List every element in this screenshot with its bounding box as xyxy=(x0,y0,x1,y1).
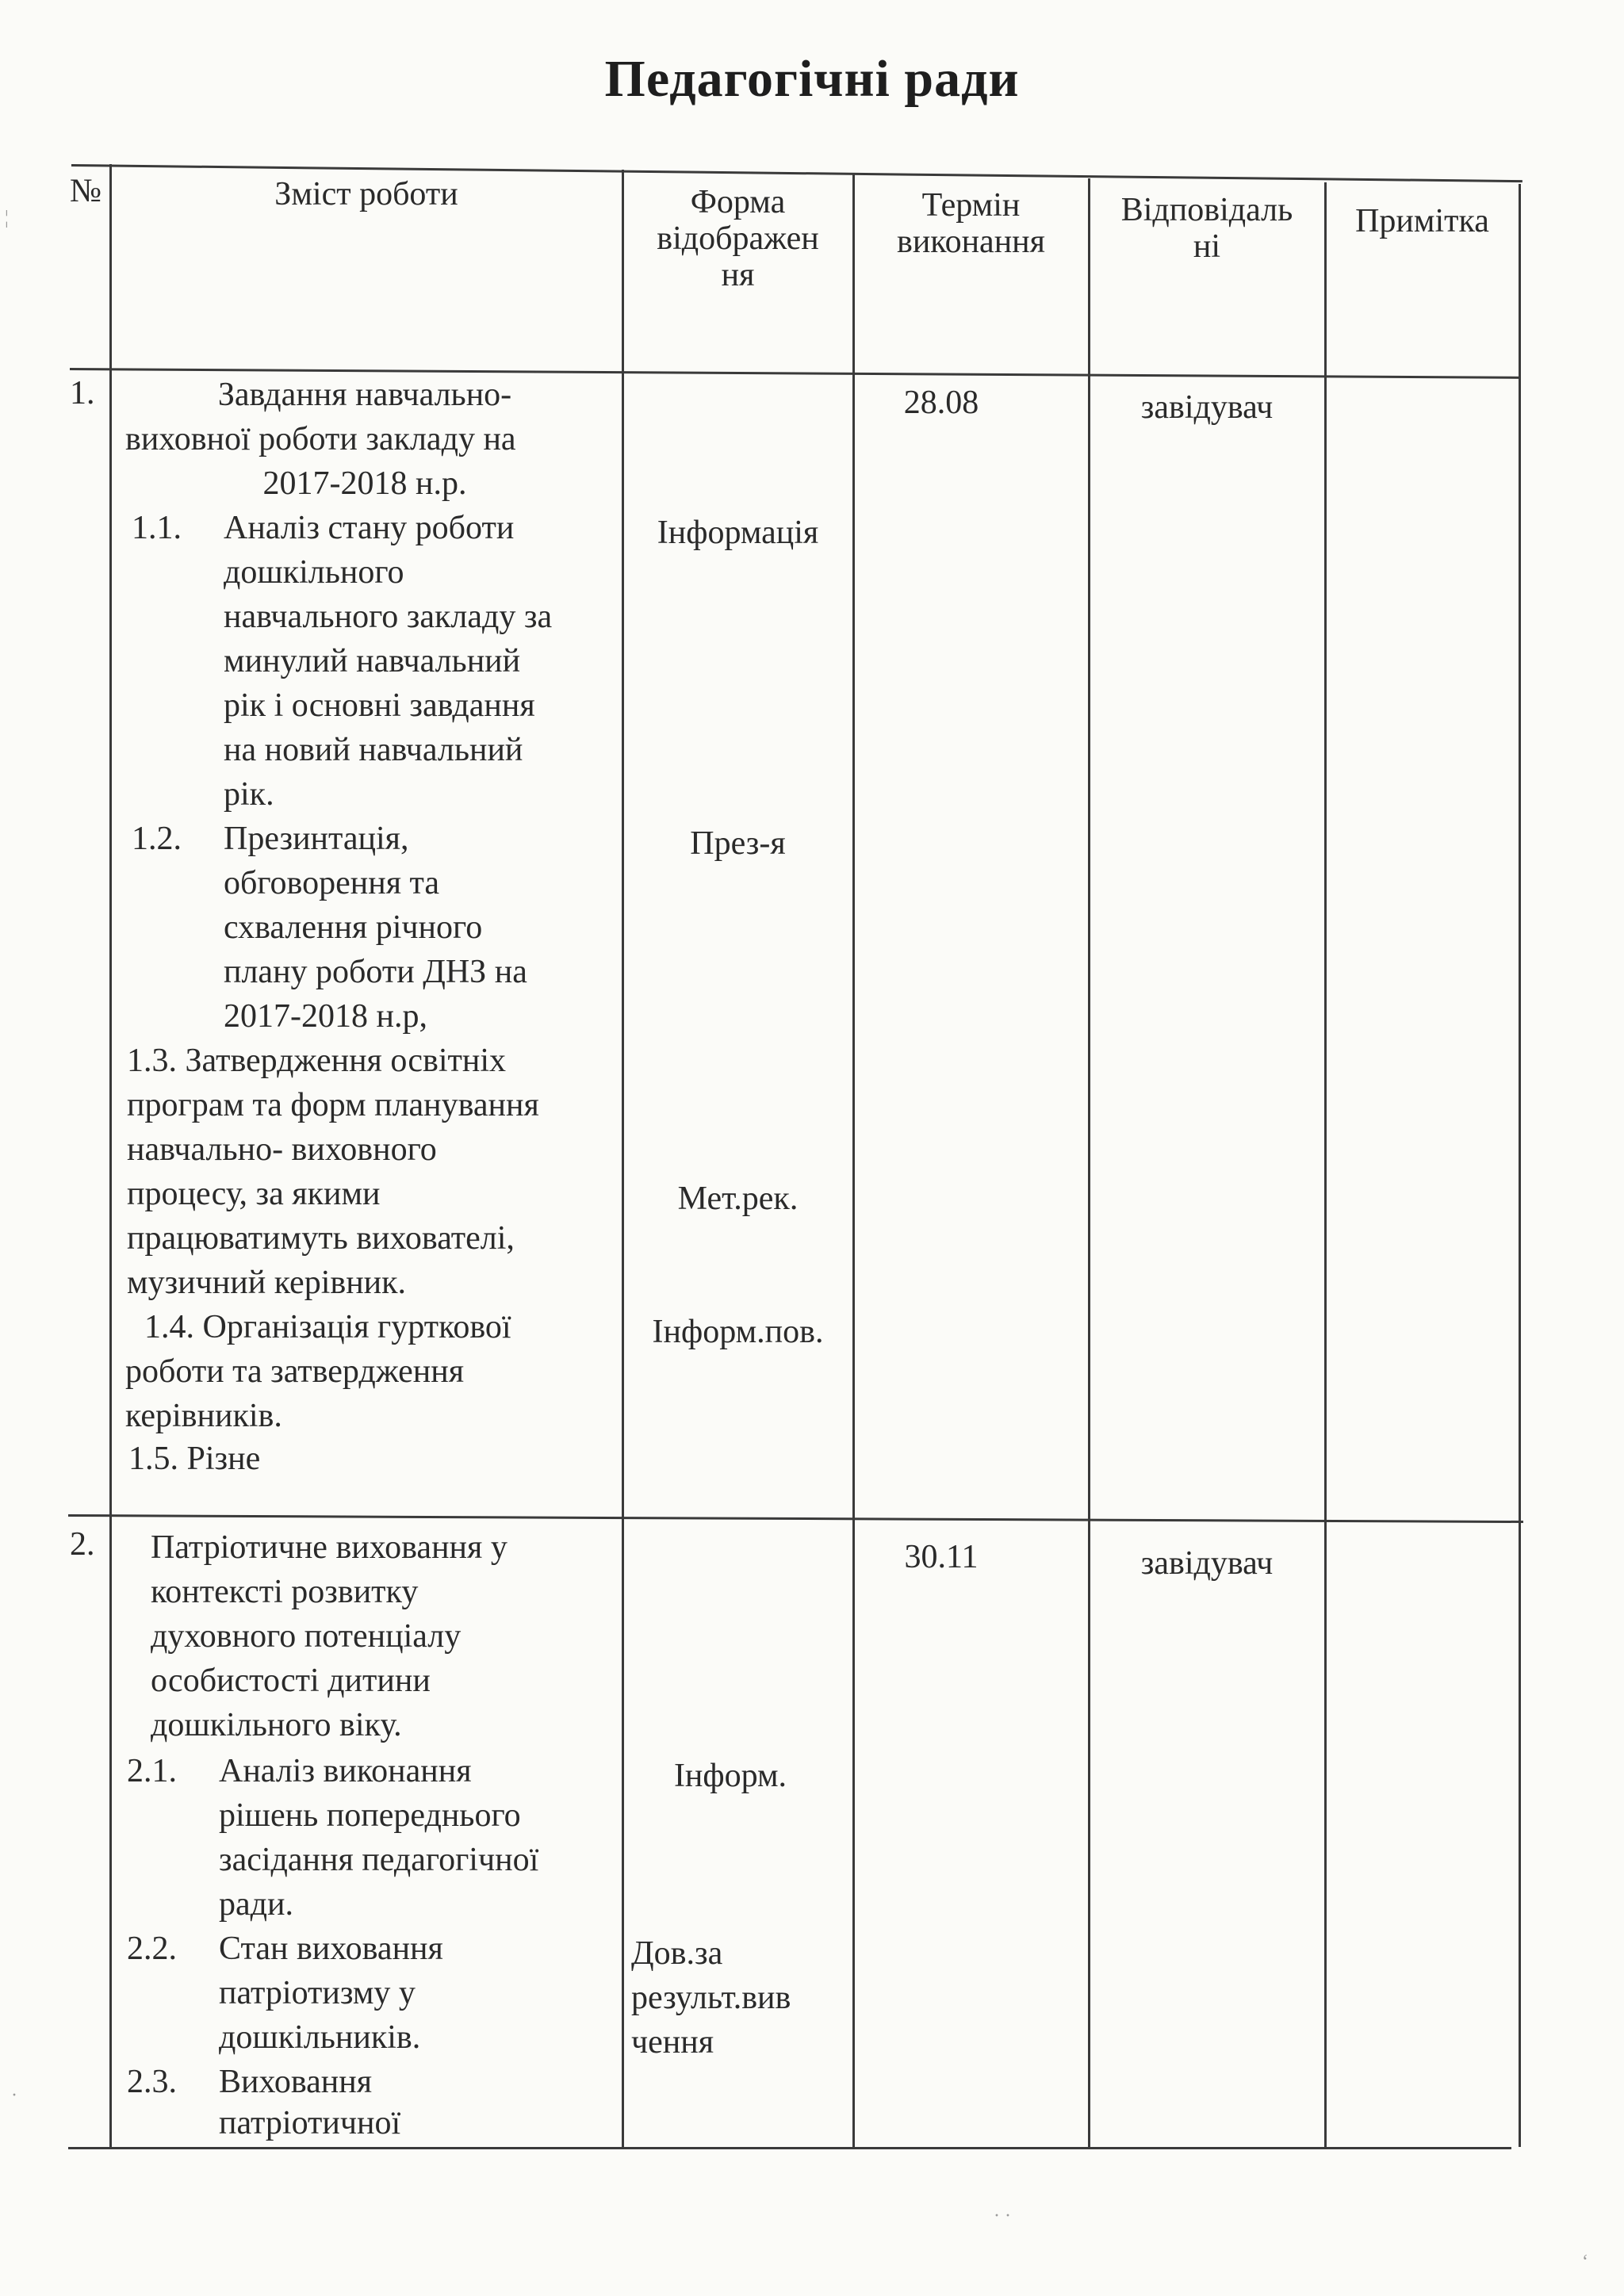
responsible-cell: завідувач xyxy=(1140,1545,1274,1582)
header-responsible: Відповідаль ні xyxy=(1120,192,1293,265)
header-term: Термін виконання xyxy=(897,187,1045,260)
scan-speck: · · xyxy=(994,2206,1011,2226)
row-number: 1. xyxy=(70,375,95,411)
row-divider xyxy=(68,1514,1523,1523)
form-cell: Інформація xyxy=(657,515,819,551)
term-cell: 30.11 xyxy=(904,1539,979,1575)
scan-speck: · xyxy=(11,2085,17,2106)
form-cell: Мет.рек. xyxy=(677,1181,799,1217)
header-form: Форма відображен ня xyxy=(657,184,819,293)
col-right-border xyxy=(1519,184,1521,2147)
list-item: 1.5. Різне xyxy=(128,1441,261,1477)
scan-speck: ‘ xyxy=(1582,2252,1588,2272)
col-divider-form xyxy=(852,174,855,2147)
header-number: № xyxy=(70,173,102,209)
form-cell: Інформ.пов. xyxy=(652,1314,824,1350)
col-divider-responsible xyxy=(1324,182,1327,2147)
col-divider-term xyxy=(1088,178,1090,2147)
table-bottom-border xyxy=(68,2147,1511,2149)
form-cell: Інформ. xyxy=(673,1758,787,1794)
header-note: Примітка xyxy=(1355,203,1489,239)
row-number: 2. xyxy=(70,1526,95,1563)
form-cell: През-я xyxy=(690,825,786,862)
col-divider-content xyxy=(622,170,624,2147)
header-content: Зміст роботи xyxy=(274,176,458,212)
scan-speck: ¦ xyxy=(5,208,9,228)
col-divider-no xyxy=(109,164,112,2147)
responsible-cell: завідувач xyxy=(1140,389,1274,426)
page-title: Педагогічні ради xyxy=(604,50,1020,108)
term-cell: 28.08 xyxy=(903,385,979,421)
